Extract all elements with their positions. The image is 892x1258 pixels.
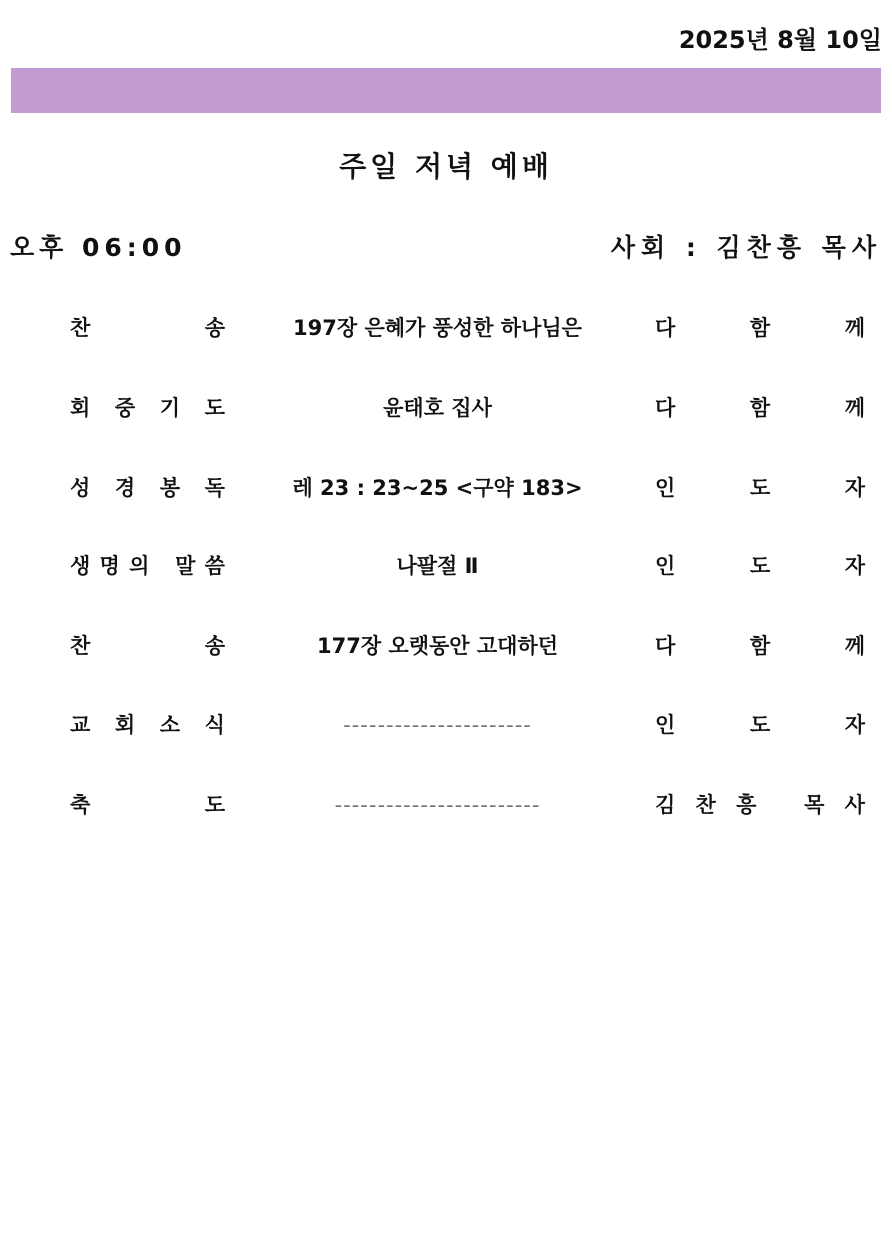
order-item	[70, 705, 225, 745]
order-char: 인	[655, 476, 676, 500]
order-leader	[655, 468, 865, 508]
order-content: 197장 은혜가 풍성한 하나님은	[293, 316, 582, 340]
order-char: 다	[655, 316, 676, 340]
order-char: 다	[655, 634, 676, 658]
order-char: 찬	[695, 793, 716, 817]
order-char: 소	[159, 713, 181, 737]
service-date: 2025년 8월 10일	[678, 26, 882, 54]
presider: 사회 : 김찬흥 목사	[610, 233, 882, 262]
order-char: 경	[114, 476, 136, 500]
order-char: 송	[204, 316, 225, 340]
order-char: 께	[844, 634, 865, 658]
header-band	[11, 68, 881, 113]
order-char: 찬	[70, 634, 91, 658]
order-char: 의	[129, 554, 150, 578]
order-char: 흥	[736, 793, 757, 817]
order-char: 성	[70, 476, 91, 500]
order-char: 자	[844, 713, 865, 737]
order-char: 사	[844, 793, 865, 817]
order-item	[70, 546, 225, 586]
order-char: 함	[749, 316, 771, 340]
order-char: 중	[114, 396, 136, 420]
order-char: 축	[70, 793, 91, 817]
order-content: ------------------------	[334, 793, 541, 817]
order-row	[0, 546, 892, 586]
order-leader	[655, 705, 865, 745]
order-leader	[655, 388, 865, 428]
order-char: 께	[844, 396, 865, 420]
order-row	[0, 785, 892, 825]
order-char: 회	[114, 713, 136, 737]
order-content: 나팔절 Ⅱ	[396, 554, 479, 578]
order-char: 독	[204, 476, 225, 500]
service-time: 오후 06:00	[10, 233, 187, 262]
order-char: 자	[844, 554, 865, 578]
order-content: 윤태호 집사	[383, 396, 492, 420]
order-char: 께	[844, 316, 865, 340]
order-row	[0, 468, 892, 508]
order-char: 도	[749, 713, 771, 737]
order-leader	[655, 308, 865, 348]
order-char: 함	[749, 634, 771, 658]
order-item	[70, 468, 225, 508]
order-char: 함	[749, 396, 771, 420]
order-content: ----------------------	[343, 713, 532, 737]
order-char: 교	[70, 713, 91, 737]
order-char: 식	[204, 713, 225, 737]
order-char: 찬	[70, 316, 91, 340]
order-char: 자	[844, 476, 865, 500]
order-leader	[655, 546, 865, 586]
order-char: 씀	[204, 554, 225, 578]
order-char	[777, 785, 784, 825]
order-char: 기	[159, 396, 181, 420]
order-char: 목	[804, 793, 825, 817]
order-content: 레 23 : 23~25 <구약 183>	[292, 476, 583, 500]
order-char: 도	[749, 476, 771, 500]
order-leader	[655, 626, 865, 666]
order-char: 생	[70, 554, 91, 578]
order-content: 177장 오랫동안 고대하던	[316, 634, 559, 658]
order-char: 봉	[159, 476, 181, 500]
order-row	[0, 308, 892, 348]
order-row	[0, 705, 892, 745]
order-char: 도	[204, 396, 225, 420]
order-char: 송	[204, 634, 225, 658]
order-char: 회	[70, 396, 91, 420]
order-char: 도	[749, 554, 771, 578]
order-char: 도	[204, 793, 225, 817]
order-item	[70, 388, 225, 428]
order-char	[159, 546, 166, 586]
order-char: 김	[655, 793, 676, 817]
service-title: 주일 저녁 예배	[339, 150, 553, 183]
order-char: 다	[655, 396, 676, 420]
order-char: 인	[655, 554, 676, 578]
order-row	[0, 626, 892, 666]
order-char: 인	[655, 713, 676, 737]
order-item	[70, 626, 225, 666]
order-item	[70, 785, 225, 825]
order-char: 명	[99, 554, 120, 578]
order-row	[0, 388, 892, 428]
order-item	[70, 308, 225, 348]
order-leader	[655, 785, 865, 825]
order-char: 말	[175, 554, 196, 578]
